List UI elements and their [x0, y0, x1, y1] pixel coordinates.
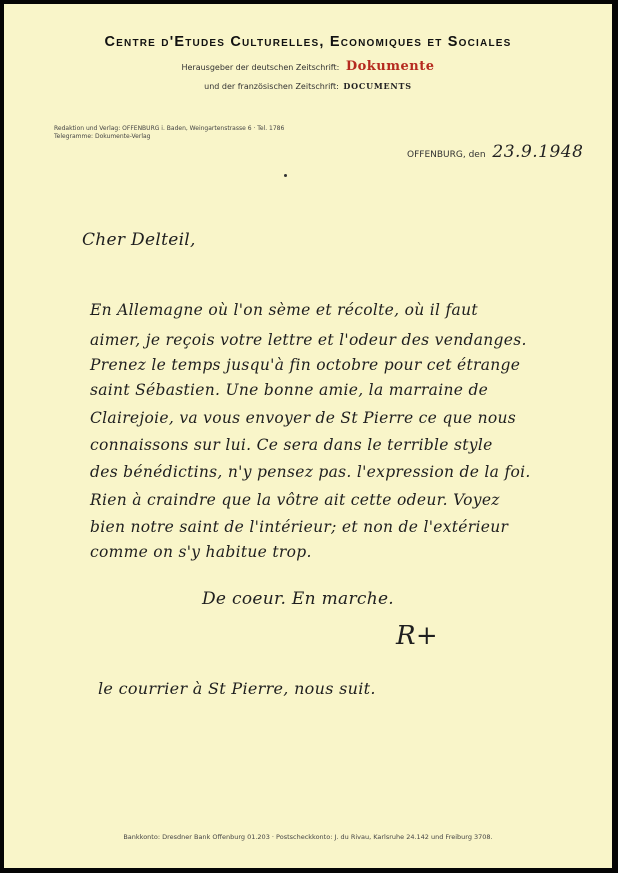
body-line: bien notre saint de l'intérieur; et non de l'extérieur [90, 518, 509, 536]
contact-line: Redaktion und Verlag: OFFENBURG i. Baden, Weingartenstrasse 6 · Tel. 1786 [54, 125, 285, 132]
body-line: aimer, je reçois votre lettre et l'odeur des vendanges. [90, 331, 527, 349]
postscript: le courrier à St Pierre, nous suit. [98, 679, 376, 698]
body-line: connaissons sur lui. Ce sera dans le terrible style [90, 436, 493, 454]
body-line: Rien à craindre que la vôtre ait cette odeur. Voyez [90, 491, 500, 509]
letter-page [4, 4, 612, 868]
place-label: OFFENBURG, den [407, 150, 486, 160]
body-line: En Allemagne où l'on sème et récolte, où il faut [90, 301, 478, 319]
german-journal-logo: Dokumente [345, 59, 435, 74]
body-line: comme on s'y habitue trop. [90, 543, 312, 561]
handwritten-date: 23.9.1948 [492, 142, 584, 162]
body-line: Prenez le temps jusqu'à fin octobre pour cet étrange [90, 356, 521, 374]
body-line: des bénédictins, n'y pensez pas. l'expression de la foi. [90, 463, 531, 481]
publisher-prefix: Herausgeber der deutschen Zeitschrift: [181, 63, 340, 72]
body-line: saint Sébastien. Une bonne amie, la marraine de [90, 381, 489, 399]
signature: R+ [396, 621, 438, 651]
french-journal-name: DOCUMENTS [343, 81, 412, 91]
french-prefix: und der französischen Zeitschrift: [204, 82, 339, 91]
telegram-line: Telegramme: Dokumente-Verlag [54, 133, 151, 140]
fold-mark [284, 174, 287, 177]
letterhead-title: Centre d'Etudes Culturelles, Economiques et Sociales [104, 34, 512, 50]
bank-footer: Bankkonto: Dresdner Bank Offenburg 01.203 · Postscheckkonto: J. du Rivau, Karlsruhe 24.142 und Freiburg 3708. [123, 833, 493, 841]
dateline [407, 142, 583, 162]
french-journal-line [4, 81, 612, 91]
closing: De coeur. En marche. [202, 589, 395, 609]
salutation: Cher Delteil, [82, 230, 196, 250]
body-line: Clairejoie, va vous envoyer de St Pierre ce que nous [90, 409, 517, 427]
publisher-line [4, 59, 612, 74]
